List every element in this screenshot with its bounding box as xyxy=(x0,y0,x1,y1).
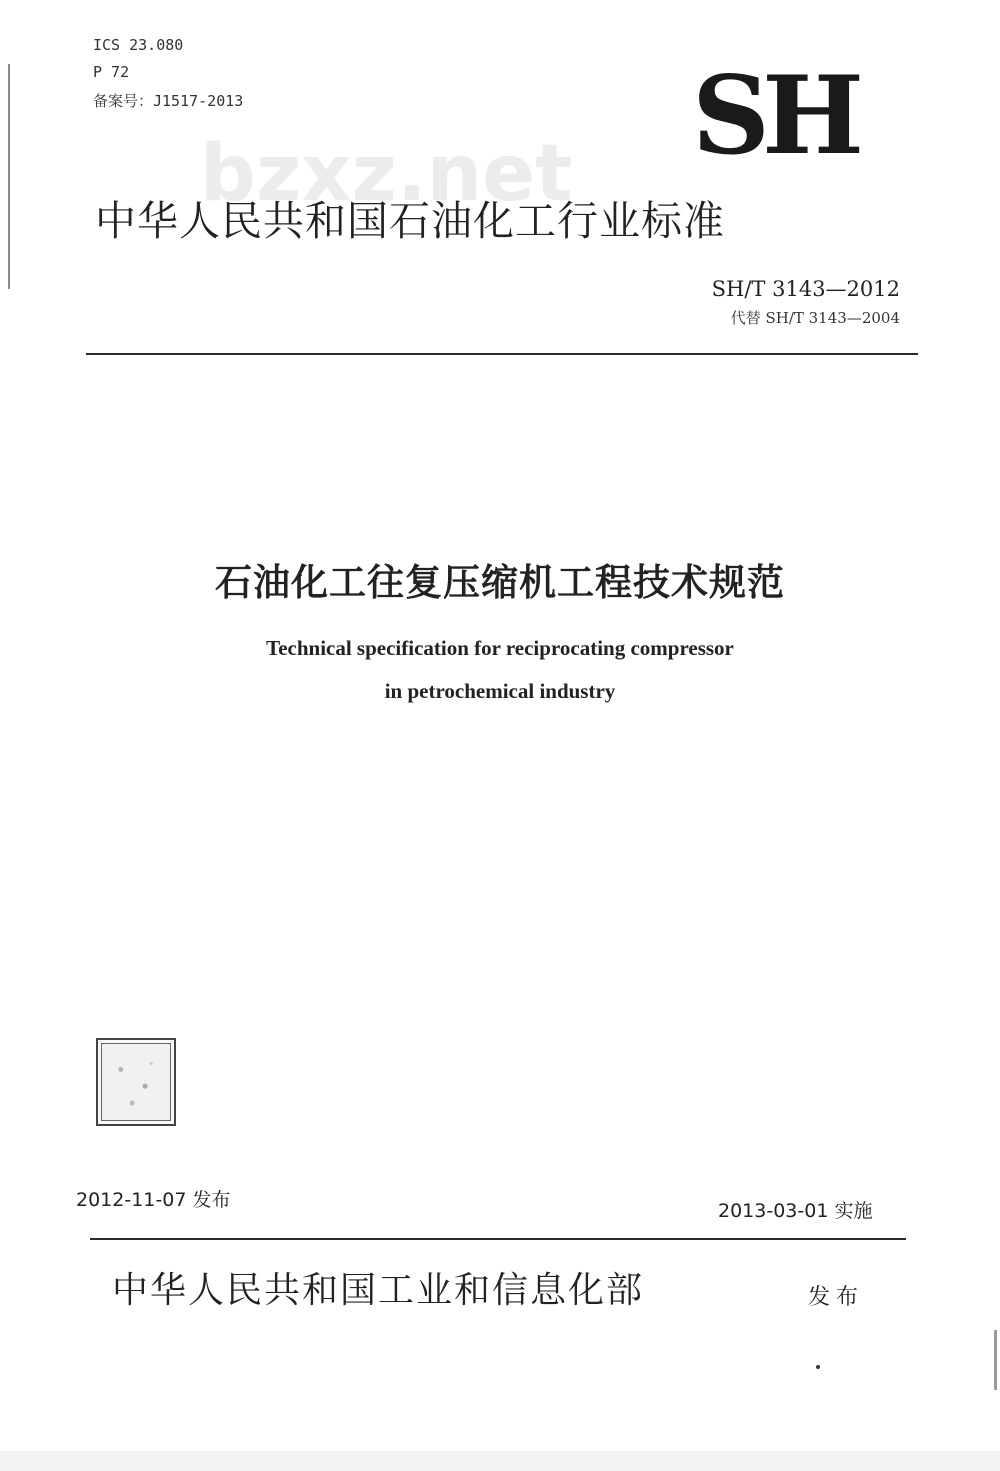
standard-category: 中华人民共和国石油化工行业标准 xyxy=(95,197,725,245)
issue-label: 发布 xyxy=(808,1285,865,1310)
ics-code: ICS 23.080 xyxy=(93,36,184,54)
page-bottom-band xyxy=(0,1451,1000,1471)
stamp-image xyxy=(96,1038,176,1126)
title-english-line-2: in petrochemical industry xyxy=(384,679,616,703)
title-english-line-1: Technical specification for reciprocating compressor xyxy=(266,636,734,660)
scan-edge-mark-left xyxy=(8,64,10,289)
record-number: 备案号：J1517-2013 xyxy=(93,92,244,110)
classification-code: P 72 xyxy=(93,63,130,81)
scan-edge-mark-right xyxy=(994,1330,997,1390)
scan-dot xyxy=(816,1365,820,1369)
release-date: 2012-11-07 发布 xyxy=(76,1189,231,1211)
header-rule xyxy=(86,353,918,355)
implementation-date: 2013-03-01 实施 xyxy=(718,1200,873,1222)
issuing-authority: 中华人民共和国工业和信息化部 xyxy=(112,1270,645,1311)
replaces-standard: 代替 SH/T 3143—2004 xyxy=(730,309,900,327)
watermark: bzxz.net xyxy=(200,129,573,219)
sh-logo: SH xyxy=(692,53,857,179)
standard-number: SH/T 3143—2012 xyxy=(711,277,900,301)
title-chinese: 石油化工往复压缩机工程技术规范 xyxy=(215,561,785,604)
footer-rule xyxy=(90,1238,906,1240)
